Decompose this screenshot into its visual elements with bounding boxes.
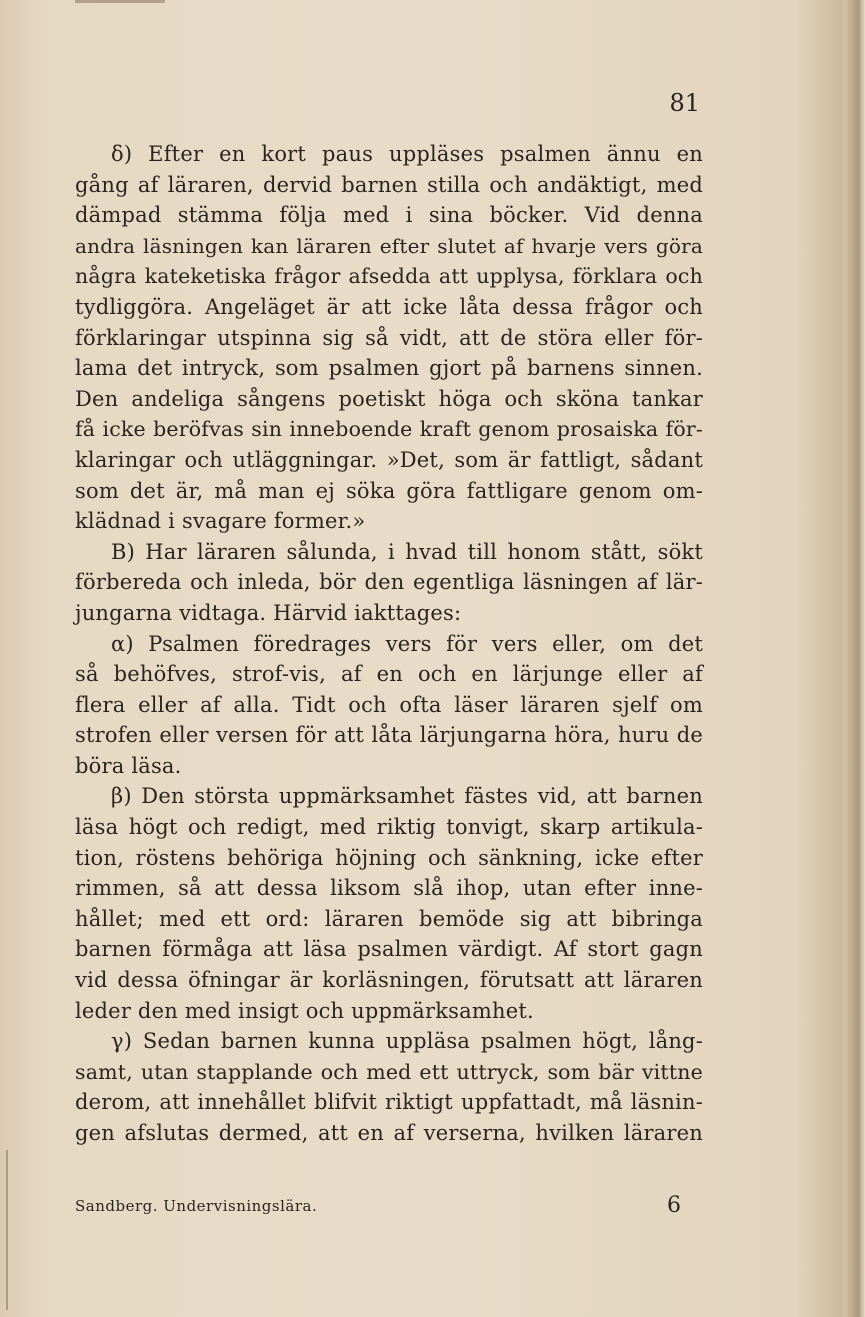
- page-number: 81: [669, 89, 700, 117]
- text-line: klädnad i svagare former.»: [75, 509, 366, 534]
- text-line: Den andeliga sångens poetiskt höga och sköna tankar: [75, 386, 703, 411]
- text-line: derom, att innehållet blifvit riktigt uppfattadt, må läsnin-: [75, 1090, 703, 1115]
- text-line: förklaringar utspinna sig så vidt, att de störa eller för-: [75, 325, 703, 350]
- footer-text: Sandberg. Undervisningslära.: [75, 1197, 318, 1215]
- text-line: gen afslutas dermed, att en af verserna, hvilken läraren: [75, 1121, 703, 1145]
- page-left-edge: [6, 1150, 8, 1310]
- text-line: samt, utan stapplande och med ett uttryck, som bär vittne: [75, 1059, 703, 1084]
- text-line: tion, röstens behöriga höjning och sänkning, icke efter: [75, 845, 703, 870]
- text-line: vid dessa öfningar är korläsningen, förutsatt att läraren: [75, 968, 703, 993]
- text-line: tydliggöra. Angeläget är att icke låta dessa frågor och: [75, 294, 703, 319]
- text-line: B) Har läraren sålunda, i hvad till honom stått, sökt: [111, 539, 703, 564]
- text-line: klaringar och utläggningar. »Det, som är fattligt, sådant: [75, 447, 703, 472]
- text-line: jungarna vidtaga. Härvid iakttages:: [75, 600, 462, 625]
- text-line: barnen förmåga att läsa psalmen värdigt. Af stort gagn: [75, 937, 703, 962]
- text-line: några kateketiska frågor afsedda att upplysa, förklara och: [75, 264, 703, 289]
- text-line: som det är, må man ej söka göra fattligare genom om-: [75, 478, 703, 503]
- text-line: hållet; med ett ord: läraren bemöde sig att bibringa: [75, 906, 703, 931]
- text-line: δ) Efter en kort paus uppläses psalmen ännu en: [111, 142, 703, 166]
- text-line: γ) Sedan barnen kunna uppläsa psalmen högt, lång-: [111, 1029, 703, 1054]
- text-line: flera eller af alla. Tidt och ofta läser läraren sjelf om: [75, 692, 703, 717]
- text-line: lama det intryck, som psalmen gjort på barnens sinnen.: [75, 356, 703, 381]
- signature-mark: 6: [667, 1193, 681, 1218]
- page-right-edge: [843, 0, 865, 1317]
- text-line: α) Psalmen föredrages vers för vers eller, om det: [111, 631, 703, 656]
- top-rule: [75, 0, 165, 3]
- text-line: rimmen, så att dessa liksom slå ihop, utan efter inne-: [75, 876, 703, 901]
- text-line: förbereda och inleda, bör den egentliga läsningen af lär-: [75, 570, 703, 595]
- text-line: strofen eller versen för att låta lärjungarna höra, huru de: [75, 723, 703, 748]
- text-line: läsa högt och redigt, med riktig tonvigt, skarp artikula-: [75, 815, 703, 840]
- text-line: β) Den största uppmärksamhet fästes vid, att barnen: [111, 784, 703, 809]
- text-line: dämpad stämma följa med i sina böcker. Vid denna: [75, 203, 703, 228]
- text-line: få icke beröfvas sin inneboende kraft genom prosaiska för-: [75, 417, 703, 442]
- text-line: böra läsa.: [75, 753, 182, 778]
- text-line: gång af läraren, dervid barnen stilla och andäktigt, med: [75, 172, 703, 197]
- body-text: [75, 139, 703, 1149]
- text-line: leder den med insigt och uppmärksamhet.: [75, 998, 534, 1023]
- text-line: så behöfves, strof-vis, af en och en lärjunge eller af: [75, 662, 703, 687]
- page-footer: [75, 1191, 703, 1221]
- text-line: andra läsningen kan läraren efter slutet af hvarje vers göra: [75, 233, 703, 258]
